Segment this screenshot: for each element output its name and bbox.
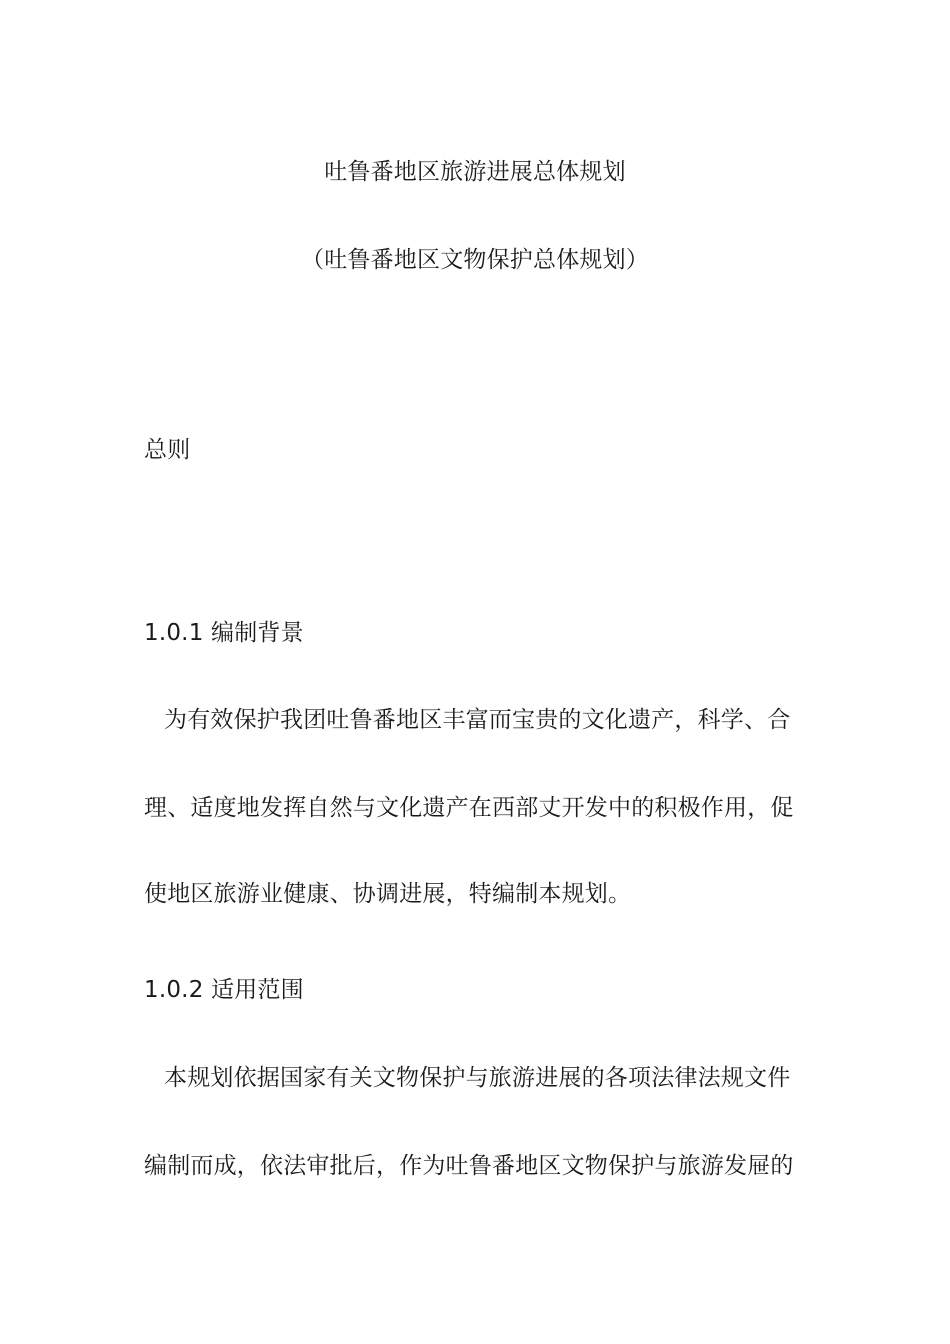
paragraph-line: 为有效保护我团吐鲁番地区丰富而宝贵的文化遗产，科学、合: [164, 707, 791, 733]
paragraph-line: 使地区旅游业健康、协调进展，特编制本规划。: [144, 881, 632, 907]
document-title: 吐鲁番地区旅游进展总体规划: [324, 159, 626, 185]
paragraph-line: 理、适度地发挥自然与文化遗产在西部丈开发中的积极作用，促: [144, 795, 794, 821]
chapter-heading: 总则: [144, 437, 191, 463]
document-subtitle: （吐鲁番地区文物保护总体规划）: [301, 247, 649, 273]
section-heading-scope: 1.0.2 适用范围: [144, 977, 304, 1003]
paragraph-line: 本规划依据国家有关文物保护与旅游进展的各项法律法规文件: [164, 1065, 791, 1091]
section-heading-background: 1.0.1 编制背景: [144, 620, 304, 646]
paragraph-line: 编制而成，依法审批后，作为吐鲁番地区文物保护与旅游发屉的: [144, 1153, 794, 1179]
